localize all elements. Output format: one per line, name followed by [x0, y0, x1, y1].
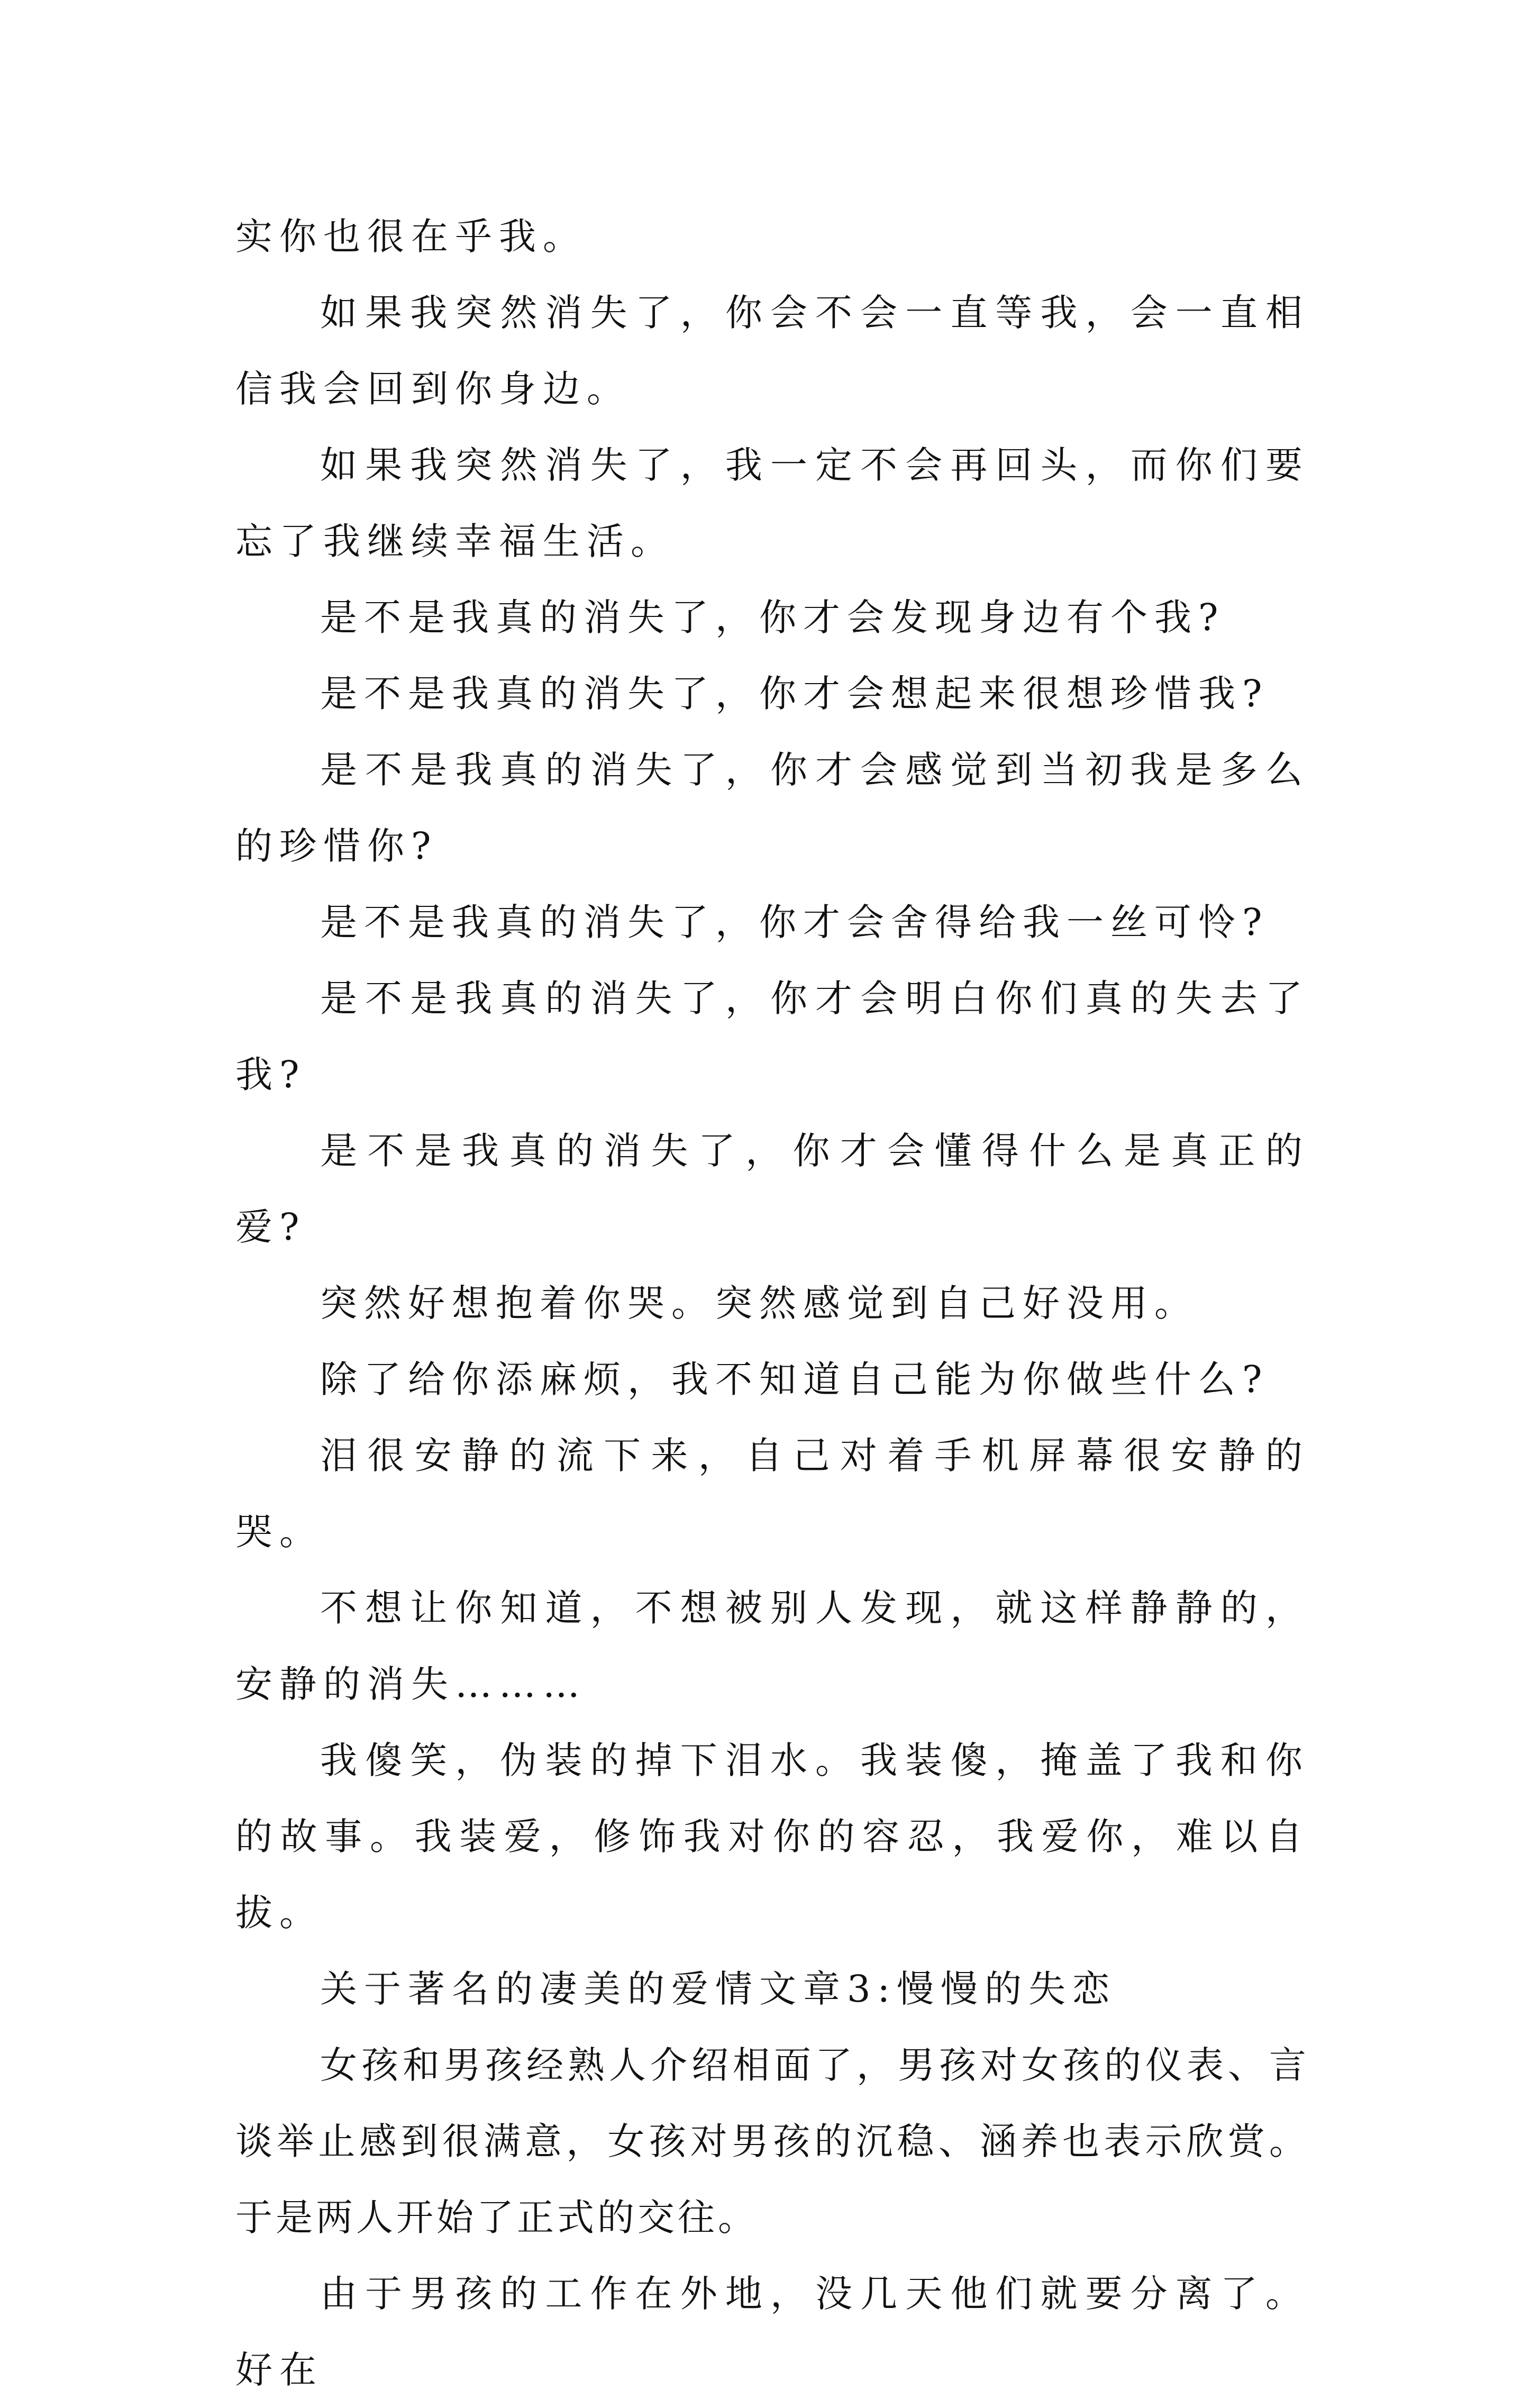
- paragraph: 如果我突然消失了，你会不会一直等我，会一直相信我会回到你身边。: [235, 291, 1309, 411]
- paragraph: 是不是我真的消失了，你才会明白你们真的失去了我?: [235, 977, 1309, 1096]
- paragraph: 我傻笑，伪装的掉下泪水。我装傻，掩盖了我和你的故事。我装爱，修饰我对你的容忍，我爱你，难以自拔。: [235, 1739, 1309, 1934]
- paragraph: 除了给你添麻烦，我不知道自己能为你做些什么?: [320, 1358, 1269, 1401]
- paragraph: 女孩和男孩经熟人介绍相面了，男孩对女孩的仪表、言谈举止感到很满意，女孩对男孩的沉稳、涵养也表示欣赏。于是两人开始了正式的交往。: [235, 2043, 1309, 2239]
- document-body: [235, 198, 1309, 2408]
- paragraph: 泪很安静的流下来，自己对着手机屏幕很安静的哭。: [235, 1434, 1309, 1553]
- paragraph: 如果我突然消失了，我一定不会再回头，而你们要忘了我继续幸福生活。: [235, 443, 1309, 563]
- paragraph: 是不是我真的消失了，你才会感觉到当初我是多么的珍惜你?: [235, 748, 1309, 868]
- paragraph: 由于男孩的工作在外地，没几天他们就要分离了。好在: [235, 2272, 1309, 2392]
- paragraph: 是不是我真的消失了，你才会想起来很想珍惜我?: [320, 672, 1269, 715]
- paragraph: 不想让你知道，不想被别人发现，就这样静静的，安静的消失………: [235, 1586, 1309, 1706]
- paragraph: 突然好想抱着你哭。突然感觉到自己好没用。: [320, 1282, 1198, 1325]
- paragraph: 是不是我真的消失了，你才会懂得什么是真正的爱?: [235, 1129, 1309, 1249]
- paragraph: 是不是我真的消失了，你才会舍得给我一丝可怜?: [320, 901, 1269, 944]
- section-heading: 关于著名的凄美的爱情文章3:慢慢的失恋: [320, 1967, 1117, 2011]
- paragraph: 实你也很在乎我。: [235, 215, 587, 258]
- paragraph: 是不是我真的消失了，你才会发现身边有个我?: [320, 596, 1225, 639]
